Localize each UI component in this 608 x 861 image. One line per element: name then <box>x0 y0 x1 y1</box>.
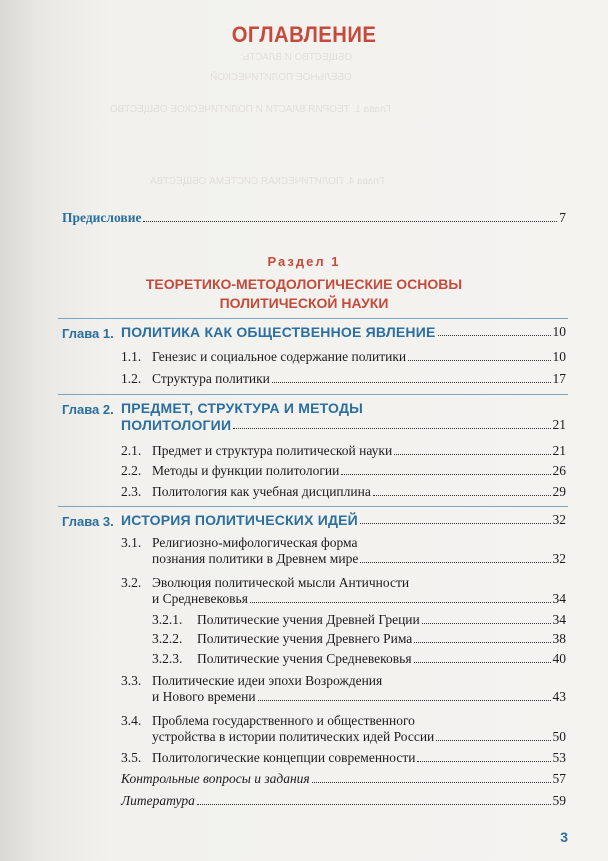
page-number: 34 <box>552 612 566 627</box>
item-number: 3.4. <box>121 713 142 728</box>
section-title-line1: ТЕОРЕТИКО-МЕТОДОЛОГИЧЕСКИЕ ОСНОВЫ <box>145 276 463 292</box>
bleed-through-text: ОБЩЕСТВО И ВЛАСТЬ: <box>240 52 353 63</box>
item-number: 2.1. <box>121 443 142 458</box>
toc-entry[interactable] <box>152 689 566 705</box>
page-number: 29 <box>552 484 566 499</box>
dot-leader <box>360 562 550 563</box>
dot-leader <box>258 700 551 701</box>
item-number: 3.2.2. <box>152 631 183 646</box>
toc-entry[interactable] <box>152 349 566 365</box>
bleed-through-text: Глава 1. ТЕОРИЯ ВЛАСТИ И ПОЛИТИЧЕСКОЕ ОБЩЕСТВО <box>110 104 391 115</box>
dot-leader <box>341 474 550 475</box>
entry-title: Политические учения Древней Греции <box>197 612 420 627</box>
page-number: 40 <box>552 651 566 666</box>
page-number: 53 <box>552 750 566 765</box>
item-number: 3.3. <box>121 673 142 688</box>
chapter-divider <box>58 318 568 319</box>
item-number: 1.2. <box>121 371 142 386</box>
entry-title-line2: познания политики в Древнем мире <box>152 551 359 566</box>
page-title: ОГЛАВЛЕНИЕ <box>231 22 377 47</box>
entry-title: Политологические концепции современности <box>152 750 416 765</box>
page-number: 59 <box>552 793 566 808</box>
toc-entry-preface[interactable] <box>62 210 566 226</box>
item-number: 3.2.1. <box>152 612 183 627</box>
entry-title: Структура политики <box>152 371 270 386</box>
dot-leader <box>408 360 550 361</box>
dot-leader <box>436 740 550 741</box>
section-label: Раздел 1 <box>267 254 341 269</box>
toc-entry[interactable] <box>152 591 566 607</box>
entry-title: Предмет и структура политической науки <box>152 443 393 458</box>
page-number: 17 <box>552 371 566 386</box>
page-number: 21 <box>552 443 566 458</box>
entry-title-line1: Проблема государственного и общественного <box>152 713 415 728</box>
entry-title-line2: и Средневековья <box>152 591 248 606</box>
toc-entry[interactable] <box>152 551 566 567</box>
item-number: 3.1. <box>121 535 142 550</box>
toc-entry[interactable] <box>197 612 566 628</box>
preface-label: Предисловие <box>62 210 142 225</box>
page-number: 50 <box>552 729 566 744</box>
page-number: 7 <box>559 210 566 225</box>
dot-leader <box>417 761 550 762</box>
page-number: 10 <box>552 324 566 339</box>
item-number: 2.3. <box>121 484 142 499</box>
toc-entry-questions[interactable] <box>121 771 566 787</box>
entry-title-line1: Эволюция политической мысли Античности <box>152 575 410 590</box>
page-number: 57 <box>552 771 566 786</box>
entry-title-line1: Религиозно-мифологическая форма <box>152 535 358 550</box>
section-title-line2: ПОЛИТИЧЕСКОЙ НАУКИ <box>219 295 389 311</box>
toc-entry[interactable] <box>152 443 566 459</box>
page-number: 26 <box>552 463 566 478</box>
dot-leader <box>233 428 550 429</box>
toc-entry[interactable] <box>152 463 566 479</box>
item-number: 1.1. <box>121 349 142 364</box>
entry-title: Литература <box>121 793 195 808</box>
toc-entry-chapter-3[interactable] <box>121 512 566 528</box>
entry-title: Политология как учебная дисциплина <box>152 484 371 499</box>
toc-entry[interactable] <box>152 371 566 387</box>
dot-leader <box>422 623 551 624</box>
toc-entry[interactable] <box>152 750 566 766</box>
toc-entry[interactable] <box>197 651 566 667</box>
dot-leader <box>312 782 551 783</box>
toc-entry[interactable] <box>197 631 566 647</box>
toc-entry-chapter-2[interactable] <box>121 417 566 433</box>
entry-title: Методы и функции политологии <box>152 463 340 478</box>
dot-leader <box>438 335 551 336</box>
dot-leader <box>197 804 551 805</box>
chapter-divider <box>58 394 568 395</box>
entry-title-line2: устройства в истории политических идей России <box>152 729 435 744</box>
dot-leader <box>373 495 551 496</box>
chapter-title: ИСТОРИЯ ПОЛИТИЧЕСКИХ ИДЕЙ <box>121 512 358 528</box>
item-number: 3.5. <box>121 750 142 765</box>
toc-entry-literature[interactable] <box>121 793 566 809</box>
folio-page-number: 3 <box>560 829 568 845</box>
dot-leader <box>143 221 557 222</box>
dot-leader <box>414 642 550 643</box>
dot-leader <box>360 523 551 524</box>
item-number: 3.2.3. <box>152 651 183 666</box>
toc-entry-chapter-1[interactable] <box>121 324 566 340</box>
bleed-through-text: Глава 4. ПОЛИТИЧЕСКАЯ СИСТЕМА ОБЩЕСТВА <box>150 176 385 187</box>
page-number: 43 <box>552 689 566 704</box>
dot-leader <box>250 602 551 603</box>
chapter-label: Глава 1. <box>62 326 114 341</box>
chapter-title: ПОЛИТИКА КАК ОБЩЕСТВЕННОЕ ЯВЛЕНИЕ <box>121 324 436 340</box>
entry-title-line2: и Нового времени <box>152 689 256 704</box>
page-number: 10 <box>552 349 566 364</box>
entry-title: Генезис и социальное содержание политики <box>152 349 407 364</box>
page-number: 34 <box>552 591 566 606</box>
chapter-label: Глава 3. <box>62 514 114 529</box>
page-number: 32 <box>552 512 566 527</box>
bleed-through-text: ОБЕЛЬНОЕ ПОЛИТИЧЕСКОЙ <box>210 72 352 83</box>
chapter-divider <box>58 506 568 507</box>
dot-leader <box>272 382 551 383</box>
toc-entry[interactable] <box>152 484 566 500</box>
entry-title: Политические учения Древнего Рима <box>197 631 413 646</box>
item-number: 2.2. <box>121 463 142 478</box>
entry-title: Политические учения Средневековья <box>197 651 412 666</box>
item-number: 3.2. <box>121 575 142 590</box>
dot-leader <box>394 454 550 455</box>
dot-leader <box>414 662 551 663</box>
chapter-title-line1: ПРЕДМЕТ, СТРУКТУРА И МЕТОДЫ <box>121 400 364 416</box>
entry-title: Контрольные вопросы и задания <box>121 771 310 786</box>
entry-title-line1: Политические идеи эпохи Возрождения <box>152 673 383 688</box>
toc-entry[interactable] <box>152 729 566 745</box>
page-number: 21 <box>552 417 566 432</box>
chapter-title-line2: ПОЛИТОЛОГИИ <box>121 417 232 433</box>
page-number: 38 <box>552 631 566 646</box>
chapter-label: Глава 2. <box>62 402 114 417</box>
page-number: 32 <box>552 551 566 566</box>
